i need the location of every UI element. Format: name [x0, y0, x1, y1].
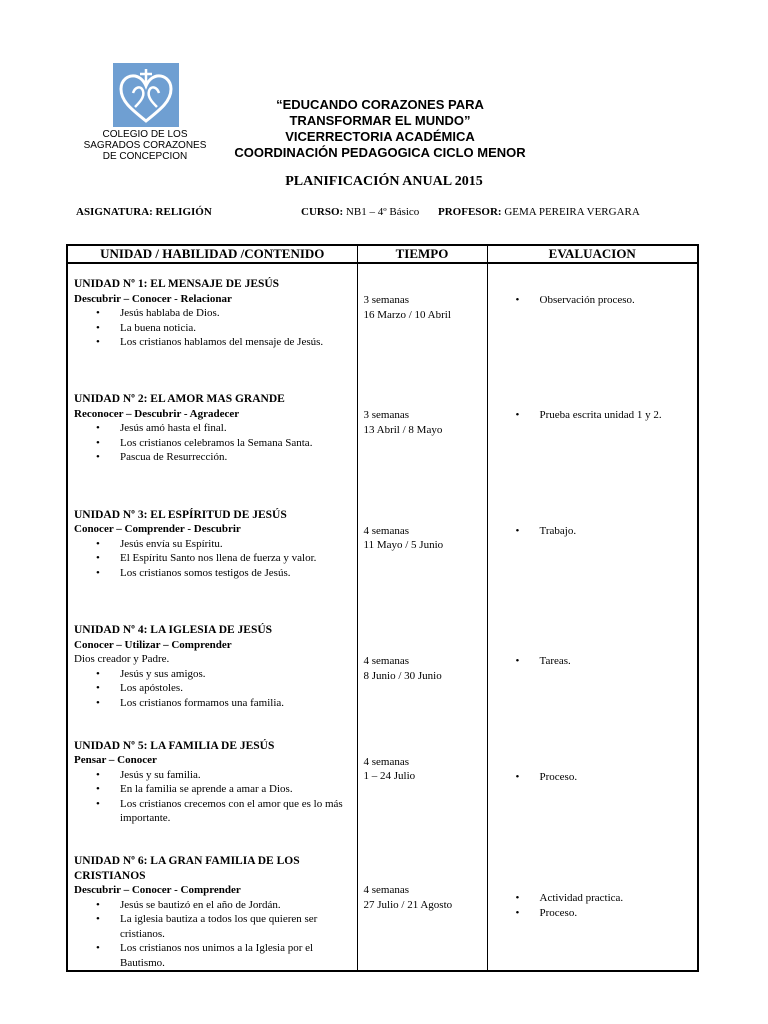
table-body — [67, 263, 698, 971]
content-item: • Jesús hablaba de Dios. — [74, 306, 354, 321]
content-item: • Jesús y sus amigos. — [74, 667, 354, 682]
hearts-logo-icon — [113, 63, 179, 127]
unit-skills: Pensar – Conocer — [74, 754, 157, 767]
school-name — [74, 129, 216, 162]
evaluation-cell-inner — [488, 841, 698, 967]
time-cell-inner — [358, 841, 487, 967]
course-value: NB1 – 4º Básico — [345, 206, 420, 218]
unit-skills: Conocer – Comprender - Descubrir — [74, 523, 241, 536]
unit-content — [74, 392, 354, 465]
unit-content — [74, 508, 354, 581]
table-header-row — [67, 245, 698, 263]
time-cell-inner — [358, 610, 487, 723]
evaluation-cell — [487, 379, 698, 494]
time-cell — [357, 726, 487, 841]
evaluation-cell-inner — [488, 495, 698, 608]
unit-cell — [67, 263, 357, 379]
unit-skills: Reconocer – Descubrir - Agradecer — [74, 407, 240, 420]
unit-content — [74, 623, 354, 710]
unit-title: UNIDAD Nº 2: EL AMOR MAS GRANDE — [74, 393, 285, 406]
content-list — [74, 421, 354, 465]
unit-content — [74, 739, 354, 826]
time-cell — [357, 841, 487, 971]
evaluation-list — [488, 891, 696, 920]
time-text — [364, 293, 484, 322]
teacher — [438, 206, 640, 218]
evaluation-item: • Actividad practica. — [488, 891, 696, 906]
unit-cell-inner — [68, 495, 357, 608]
time-cell-inner — [358, 495, 487, 608]
school-name-line: SAGRADOS CORAZONES — [83, 140, 207, 151]
time-text — [364, 654, 484, 683]
content-list — [74, 537, 354, 581]
evaluation-item: • Observación proceso. — [488, 293, 696, 308]
time-line: 27 Julio / 21 Agosto — [363, 898, 453, 911]
unit-cell — [67, 841, 357, 971]
evaluation-cell — [487, 610, 698, 725]
time-cell — [357, 610, 487, 725]
evaluation-list — [488, 408, 696, 423]
unit-cell-inner — [68, 610, 357, 723]
unit-content — [74, 277, 354, 350]
evaluation-cell — [487, 841, 698, 971]
unit-skills: Conocer – Utilizar – Comprender — [74, 638, 232, 651]
subject-text: ASIGNATURA: RELIGIÓN — [76, 206, 212, 218]
time-line: 11 Mayo / 5 Junio — [363, 539, 444, 552]
school-name-line: DE CONCEPCION — [102, 151, 188, 162]
content-item: • La iglesia bautiza a todos los que quieren ser cristianos. — [74, 912, 354, 941]
time-cell-inner — [358, 726, 487, 839]
time-cell-inner — [358, 264, 487, 377]
content-item: • Los cristianos formamos una familia. — [74, 696, 354, 711]
content-item: • Pascua de Resurrección. — [74, 450, 354, 465]
evaluation-item: • Prueba escrita unidad 1 y 2. — [488, 408, 696, 423]
page-title: PLANIFICACIÓN ANUAL 2015 — [285, 174, 483, 189]
time-cell — [357, 495, 487, 610]
unit-skills: Descubrir – Conocer - Relacionar — [74, 292, 232, 305]
evaluation-cell — [487, 263, 698, 379]
unit-cell-inner — [68, 841, 357, 967]
time-cell — [357, 379, 487, 494]
school-name-line: COLEGIO DE LOS — [102, 129, 188, 140]
unit-cell — [67, 726, 357, 841]
vice-rectorate: VICERRECTORIA ACADÉMICA — [285, 129, 475, 144]
unit-cell — [67, 495, 357, 610]
content-list — [74, 306, 354, 350]
content-item: • Los cristianos hablamos del mensaje de Jesús. — [74, 335, 354, 350]
unit-cell-inner — [68, 379, 357, 492]
time-text — [364, 883, 484, 912]
evaluation-item: • Trabajo. — [488, 524, 696, 539]
time-line: 4 semanas — [363, 524, 410, 537]
content-item: • Jesús se bautizó en el año de Jordán. — [74, 898, 354, 913]
content-list — [74, 898, 354, 971]
time-line: 13 Abril / 8 Mayo — [363, 423, 443, 436]
column-header-evaluation: EVALUACION — [487, 245, 698, 263]
unit-title: UNIDAD Nº 3: EL ESPÍRITUD DE JESÚS — [74, 508, 287, 521]
time-text — [364, 408, 484, 437]
unit-intro: Dios creador y Padre. — [74, 653, 170, 666]
evaluation-cell-inner — [488, 264, 698, 377]
unit-skills: Descubrir – Conocer - Comprender — [74, 884, 241, 897]
evaluation-list — [488, 524, 696, 539]
evaluation-cell — [487, 726, 698, 841]
time-line: 1 – 24 Julio — [363, 770, 416, 783]
column-header-unit: UNIDAD / HABILIDAD /CONTENIDO — [67, 245, 357, 263]
evaluation-cell-inner — [488, 726, 698, 839]
time-line: 4 semanas — [363, 884, 410, 897]
evaluation-list — [488, 293, 696, 308]
course-label: CURSO: — [301, 206, 344, 218]
table-row — [67, 610, 698, 725]
evaluation-cell-inner — [488, 379, 698, 492]
content-item: • El Espíritu Santo nos llena de fuerza y valor. — [74, 551, 354, 566]
document-header — [230, 97, 530, 161]
time-line: 16 Marzo / 10 Abril — [363, 308, 451, 321]
planning-table — [66, 244, 699, 972]
content-item: • Los cristianos celebramos la Semana Santa. — [74, 436, 354, 451]
unit-title: UNIDAD Nº 5: LA FAMILIA DE JESÚS — [74, 739, 275, 752]
coordination: COORDINACIÓN PEDAGOGICA CICLO MENOR — [234, 145, 526, 160]
unit-content — [74, 854, 354, 970]
table-row — [67, 841, 698, 971]
evaluation-list — [488, 770, 696, 785]
content-item: • Jesús y su familia. — [74, 768, 354, 783]
content-item: • Los cristianos nos unimos a la Iglesia por el Bautismo. — [74, 941, 354, 970]
content-item: • Los cristianos somos testigos de Jesús. — [74, 566, 354, 581]
evaluation-cell — [487, 495, 698, 610]
table-row — [67, 495, 698, 610]
time-line: 8 Junio / 30 Junio — [363, 669, 442, 682]
evaluation-list — [488, 654, 696, 669]
content-item: • Jesús envía su Espíritu. — [74, 537, 354, 552]
evaluation-item: • Tareas. — [488, 654, 696, 669]
unit-title: UNIDAD Nº 1: EL MENSAJE DE JESÚS — [74, 278, 280, 290]
time-line: 3 semanas — [363, 294, 410, 306]
time-line: 4 semanas — [363, 755, 410, 768]
column-header-time: TIEMPO — [357, 245, 487, 263]
content-item: • En la familia se aprende a amar a Dios. — [74, 782, 354, 797]
content-item: • Los apóstoles. — [74, 681, 354, 696]
unit-title: UNIDAD Nº 6: LA GRAN FAMILIA DE LOS CRISTIANOS — [74, 855, 300, 882]
time-line: 3 semanas — [363, 409, 410, 422]
time-cell-inner — [358, 379, 487, 492]
table-row — [67, 726, 698, 841]
time-text — [364, 755, 484, 784]
unit-cell — [67, 610, 357, 725]
subject — [76, 206, 212, 218]
unit-cell-inner — [68, 264, 357, 377]
motto: “EDUCANDO CORAZONES PARA TRANSFORMAR EL MUNDO” — [276, 97, 484, 128]
evaluation-cell-inner — [488, 610, 698, 723]
teacher-value: GEMA PEREIRA VERGARA — [504, 206, 640, 218]
unit-title: UNIDAD Nº 4: LA IGLESIA DE JESÚS — [74, 624, 273, 637]
course — [301, 206, 419, 218]
evaluation-item: • Proceso. — [488, 770, 696, 785]
unit-cell-inner — [68, 726, 357, 839]
table-row — [67, 379, 698, 494]
table-row — [67, 263, 698, 379]
time-text — [364, 524, 484, 553]
content-item: • La buena noticia. — [74, 321, 354, 336]
content-list — [74, 768, 354, 826]
time-cell — [357, 263, 487, 379]
content-list — [74, 667, 354, 711]
content-item: • Los cristianos crecemos con el amor que es lo más importante. — [74, 797, 354, 826]
evaluation-item: • Proceso. — [488, 906, 696, 921]
teacher-label: PROFESOR: — [438, 206, 502, 218]
time-line: 4 semanas — [363, 655, 410, 668]
school-logo — [113, 63, 179, 127]
unit-cell — [67, 379, 357, 494]
content-item: • Jesús amó hasta el final. — [74, 421, 354, 436]
